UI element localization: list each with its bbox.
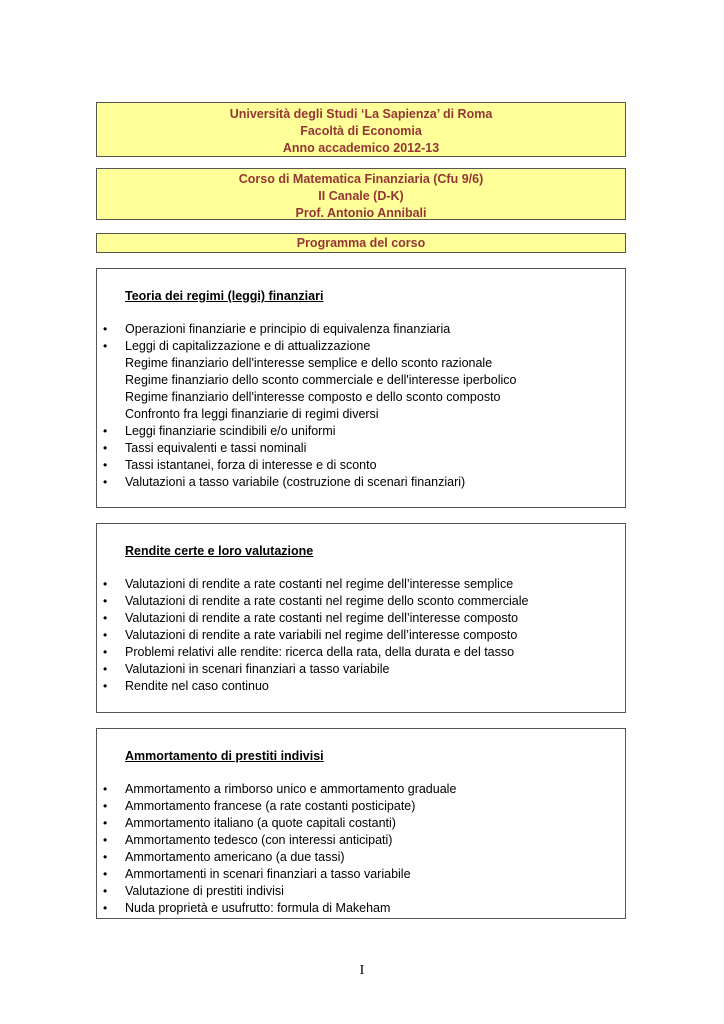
list-item-text: Rendite nel caso continuo bbox=[125, 679, 269, 693]
list-item-text: Regime finanziario dell'interesse composto e dello sconto composto bbox=[125, 390, 501, 404]
course-channel: II Canale (D-K) bbox=[318, 189, 404, 203]
faculty-name: Facoltà di Economia bbox=[300, 124, 422, 138]
list-item bbox=[97, 798, 625, 815]
list-item-text: Valutazioni di rendite a rate costanti nel regime dell’interesse composto bbox=[125, 611, 519, 625]
bullet-icon: • bbox=[103, 867, 108, 881]
list-item-text: Valutazioni di rendite a rate costanti nel regime dello sconto commerciale bbox=[125, 594, 529, 608]
list-item bbox=[97, 440, 625, 457]
bullet-icon: • bbox=[103, 577, 108, 591]
course-name: Corso di Matematica Finanziaria (Cfu 9/6) bbox=[238, 172, 484, 186]
list-item bbox=[97, 423, 625, 440]
list-item bbox=[97, 457, 625, 474]
list-item-text: Leggi finanziarie scindibili e/o uniformi bbox=[125, 424, 336, 438]
list-item bbox=[97, 372, 625, 389]
list-item bbox=[97, 866, 625, 883]
list-item-text: Ammortamento americano (a due tassi) bbox=[125, 850, 345, 864]
list-item-text: Valutazioni di rendite a rate costanti nel regime dell’interesse semplice bbox=[125, 577, 514, 591]
list-item bbox=[97, 781, 625, 798]
program-title-box bbox=[96, 233, 626, 253]
bullet-icon: • bbox=[103, 782, 108, 796]
list-item bbox=[97, 900, 625, 917]
list-item bbox=[97, 661, 625, 678]
list-item-text: Valutazioni in scenari finanziari a tasso variabile bbox=[125, 662, 390, 676]
bullet-icon: • bbox=[103, 322, 108, 336]
section-box bbox=[96, 523, 626, 713]
bullet-icon: • bbox=[103, 339, 108, 353]
list-item bbox=[97, 355, 625, 372]
bullet-icon: • bbox=[103, 424, 108, 438]
academic-year: Anno accademico 2012-13 bbox=[282, 141, 440, 155]
list-item-text: Regime finanziario dello sconto commerciale e dell'interesse iperbolico bbox=[125, 373, 517, 387]
list-item-text: Valutazioni a tasso variabile (costruzione di scenari finanziari) bbox=[125, 475, 466, 489]
list-item-text: Ammortamento francese (a rate costanti posticipate) bbox=[125, 799, 416, 813]
list-item-text: Regime finanziario dell'interesse semplice e dello sconto razionale bbox=[125, 356, 493, 370]
bullet-icon: • bbox=[103, 645, 108, 659]
list-item-text: Valutazione di prestiti indivisi bbox=[125, 884, 284, 898]
university-name: Università degli Studi ‘La Sapienza’ di Roma bbox=[229, 107, 493, 121]
list-item-text: Operazioni finanziarie e principio di equivalenza finanziaria bbox=[125, 322, 451, 336]
list-item bbox=[97, 406, 625, 423]
list-item-text: Tassi equivalenti e tassi nominali bbox=[125, 441, 307, 455]
list-item bbox=[97, 338, 625, 355]
list-item-text: Tassi istantanei, forza di interesse e di sconto bbox=[125, 458, 377, 472]
list-item-text: Leggi di capitalizzazione e di attualizzazione bbox=[125, 339, 371, 353]
list-item bbox=[97, 389, 625, 406]
list-item bbox=[97, 321, 625, 338]
page-number: I bbox=[359, 963, 365, 978]
list-item bbox=[97, 576, 625, 593]
bullet-icon: • bbox=[103, 458, 108, 472]
section-title: Teoria dei regimi (leggi) finanziari bbox=[125, 289, 324, 303]
list-item bbox=[97, 849, 625, 866]
section-box bbox=[96, 268, 626, 508]
bullet-icon: • bbox=[103, 884, 108, 898]
list-item bbox=[97, 593, 625, 610]
bullet-icon: • bbox=[103, 799, 108, 813]
section-list bbox=[97, 781, 625, 917]
list-item-text: Problemi relativi alle rendite: ricerca della rata, della durata e del tasso bbox=[125, 645, 515, 659]
list-item-text: Ammortamenti in scenari finanziari a tasso variabile bbox=[125, 867, 411, 881]
bullet-icon: • bbox=[103, 833, 108, 847]
list-item bbox=[97, 610, 625, 627]
bullet-icon: • bbox=[103, 475, 108, 489]
bullet-icon: • bbox=[103, 901, 108, 915]
list-item bbox=[97, 627, 625, 644]
section-title: Ammortamento di prestiti indivisi bbox=[125, 749, 324, 763]
bullet-icon: • bbox=[103, 679, 108, 693]
program-title: Programma del corso bbox=[296, 236, 426, 250]
university-header-box bbox=[96, 102, 626, 157]
bullet-icon: • bbox=[103, 441, 108, 455]
bullet-icon: • bbox=[103, 662, 108, 676]
bullet-icon: • bbox=[103, 594, 108, 608]
list-item bbox=[97, 883, 625, 900]
list-item bbox=[97, 678, 625, 695]
list-item-text: Ammortamento tedesco (con interessi anticipati) bbox=[125, 833, 393, 847]
list-item-text: Valutazioni di rendite a rate variabili nel regime dell’interesse composto bbox=[125, 628, 518, 642]
list-item bbox=[97, 815, 625, 832]
bullet-icon: • bbox=[103, 816, 108, 830]
list-item-text: Ammortamento italiano (a quote capitali costanti) bbox=[125, 816, 396, 830]
list-item bbox=[97, 832, 625, 849]
section-title: Rendite certe e loro valutazione bbox=[125, 544, 314, 558]
section-list bbox=[97, 321, 625, 491]
list-item bbox=[97, 474, 625, 491]
list-item-text: Ammortamento a rimborso unico e ammortamento graduale bbox=[125, 782, 457, 796]
bullet-icon: • bbox=[103, 611, 108, 625]
bullet-icon: • bbox=[103, 850, 108, 864]
course-professor: Prof. Antonio Annibali bbox=[295, 206, 427, 220]
course-info-box bbox=[96, 168, 626, 220]
list-item bbox=[97, 644, 625, 661]
bullet-icon: • bbox=[103, 628, 108, 642]
section-list bbox=[97, 576, 625, 695]
list-item-text: Confronto fra leggi finanziarie di regimi diversi bbox=[125, 407, 379, 421]
section-box bbox=[96, 728, 626, 919]
list-item-text: Nuda proprietà e usufrutto: formula di Makeham bbox=[125, 901, 391, 915]
